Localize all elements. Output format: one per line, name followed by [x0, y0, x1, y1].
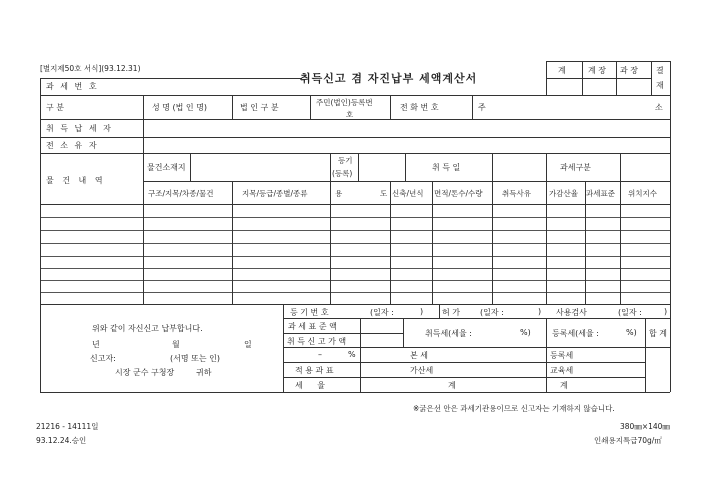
permit-date-close: )	[538, 307, 542, 316]
declaration-text: 위와 같이 자신신고 납부합니다.	[92, 324, 203, 333]
label-address-1: 주	[478, 103, 486, 112]
edu-tax-label: 교육세	[550, 366, 574, 375]
sum2-label: 계	[560, 381, 568, 390]
acq-tax-label: 취득세(세율 :	[425, 329, 472, 338]
label-registration-1: 등기	[338, 156, 353, 165]
footer-size: 380㎜×140㎜	[620, 422, 670, 431]
table-left-border	[40, 78, 41, 392]
label-category-1: 구 분	[46, 103, 64, 112]
reg-tax2-label: 등록세	[550, 351, 574, 360]
approval-cell: 결	[656, 66, 664, 75]
footer-approved: 93.12.24.승인	[36, 436, 87, 445]
footer-code: 21216 - 14111일	[36, 422, 99, 431]
form-number: [별지제50호 서식](93.12.31)	[40, 64, 141, 73]
col-reason: 취득사유	[502, 189, 531, 198]
label-name: 성 명 (법 인 명)	[152, 103, 208, 112]
percent-mark: %	[348, 350, 356, 359]
label-tax-base: 과 세 표 준 액	[288, 322, 337, 331]
col-new-build: 신축/년식	[392, 189, 424, 198]
col-grade: 지목/등급/종별/종류	[242, 189, 308, 198]
col-use-2: 도	[380, 189, 388, 198]
table-right-border	[670, 95, 671, 392]
to-label: 귀하	[196, 368, 212, 377]
label-permit: 허 가	[442, 308, 460, 317]
col-structure: 구조/지목/차종/물건	[148, 189, 214, 198]
acq-tax-pct: %)	[520, 328, 531, 337]
label-address-2: 소	[655, 103, 663, 112]
reg-tax-pct: %)	[626, 328, 637, 337]
col-location-no: 위치지수	[628, 189, 657, 198]
inspection-date-label: (일자 :	[618, 308, 642, 317]
approval-cell: 재	[656, 81, 664, 90]
permit-date-label: (일자 :	[480, 308, 504, 317]
reg-date-close: )	[420, 307, 424, 316]
label-prev-owner: 전 소 유 자	[46, 141, 99, 150]
approval-cell: 계 장	[588, 66, 606, 75]
label-tax-type: 과세구분	[560, 163, 591, 172]
label-acq-date: 취 득 일	[432, 163, 461, 172]
sign-label: (서명 또는 인)	[170, 354, 220, 363]
label-acquirer: 취 득 납 세 자	[46, 124, 113, 133]
approval-cell: 과 장	[620, 66, 638, 75]
label-reg-no: 등 기 번 호	[290, 308, 329, 317]
declaration-day: 일	[244, 340, 252, 349]
footer-note: ※굵은선 안은 과세기관용이므로 신고자는 기재하지 않습니다.	[413, 404, 615, 413]
approval-cell: 계	[558, 66, 566, 75]
footer-paper: 인쇄용지특급70g/㎡	[594, 436, 662, 445]
label-tax-number: 과 세 번 호	[46, 82, 99, 91]
label-reg-no-1: 주민(법인)등록번	[316, 98, 373, 107]
label-inspection: 사용검사	[556, 308, 587, 317]
label-registration-2: (등록)	[332, 169, 353, 178]
form-title: 취득신고 겸 자진납부 세액계산서	[300, 72, 478, 85]
mayor-label: 시장 군수 구청장	[115, 368, 175, 377]
col-price: 가감산율	[549, 189, 578, 198]
col-area: 면적/톤수/수량	[434, 189, 483, 198]
approval-left	[546, 61, 547, 95]
reg-date-label: (일자 :	[370, 308, 394, 317]
declaration-year: 년	[92, 340, 100, 349]
principal-label: 본 세	[410, 351, 428, 360]
label-declared: 취 득 신 고 가 액	[287, 337, 347, 346]
approval-mid	[546, 78, 651, 79]
col-use-1: 용	[335, 189, 343, 198]
total-label: 합 계	[649, 329, 667, 338]
label-item-location: 물건소재지	[147, 163, 186, 172]
label-tax: 세 율	[295, 381, 331, 390]
declaration-month: 월	[172, 340, 180, 349]
surcharge-label: 가산세	[410, 366, 434, 375]
inspection-date-close: )	[664, 307, 668, 316]
label-item-desc: 물 건 내 역	[46, 176, 106, 185]
reg-tax-label: 등록세(세율 :	[552, 329, 599, 338]
applicant-label: 신고자:	[90, 354, 116, 363]
dash-mark: –	[318, 350, 322, 359]
label-reg-no-2: 호	[346, 110, 354, 119]
label-corp-type: 법 인 구 분	[240, 103, 279, 112]
label-rate: 적 용 과 표	[295, 366, 334, 375]
sum-label: 계	[448, 381, 456, 390]
col-tax-std: 과세표준	[586, 189, 615, 198]
label-phone: 전 화 번 호	[400, 103, 439, 112]
